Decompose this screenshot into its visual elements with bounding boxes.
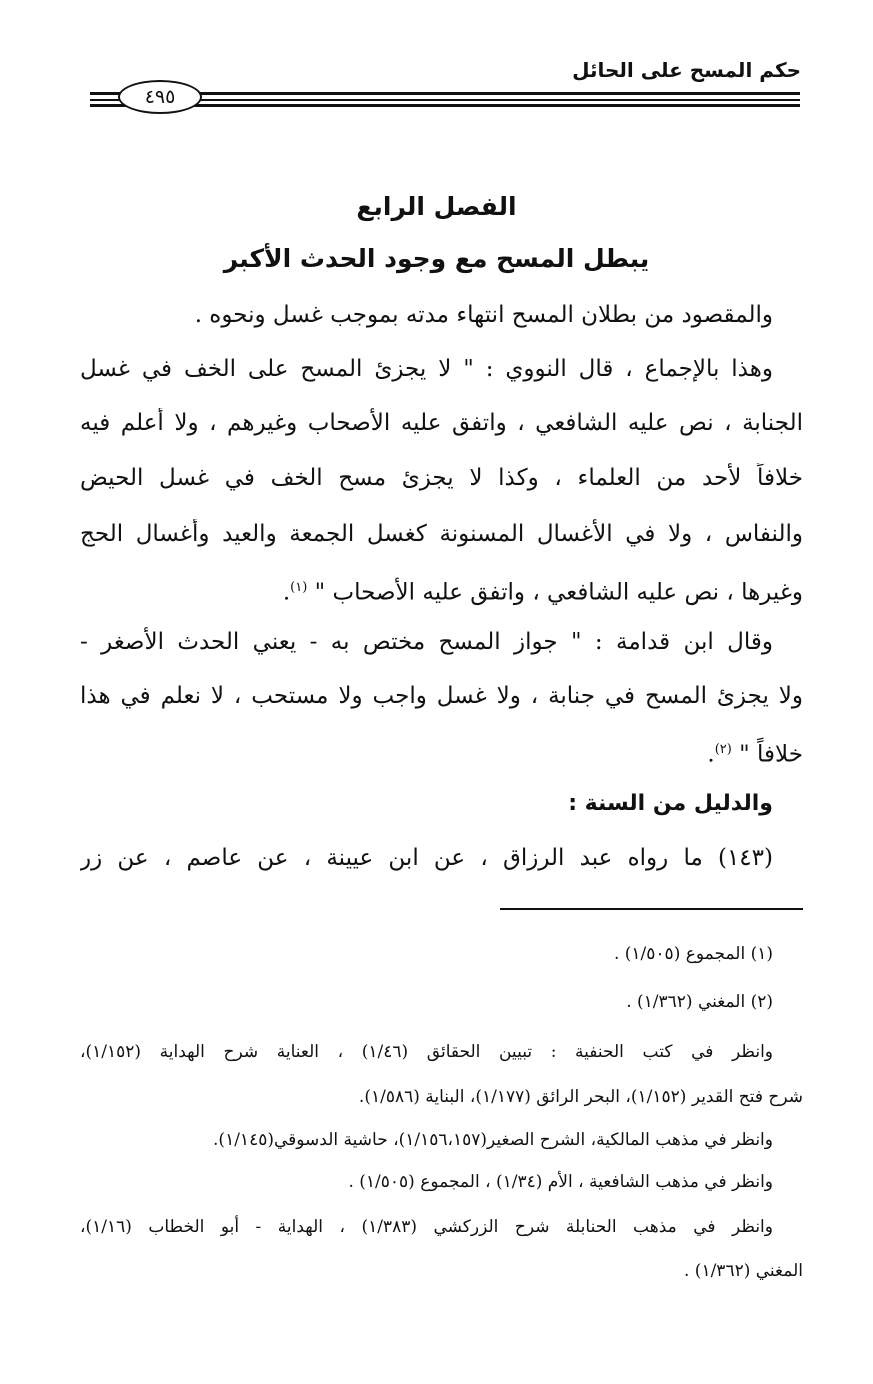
body-line: وهذا بالإجماع ، قال النووي : " لا يجزئ المسح على الخف في غسل xyxy=(80,356,773,382)
footnote: (٢) المغني (١/٣٦٢) . xyxy=(626,992,773,1012)
page-number: ٤٩٥ xyxy=(118,80,202,114)
footnote: وانظر في مذهب المالكية، الشرح الصغير(١/١٥٦،١٥٧)، حاشية الدسوقي(١/١٤٥). xyxy=(213,1130,773,1150)
body-line-text: خلافاً " xyxy=(739,741,803,768)
footnote: شرح فتح القدير (١/١٥٢)، البحر الرائق (١/١٧٧)، البناية (١/٥٨٦). xyxy=(358,1087,803,1107)
footnote-reference: (٢) xyxy=(714,742,732,757)
footnote: وانظر في كتب الحنفية : تبيين الحقائق (١/٤٦) ، العناية شرح الهداية (١/١٥٢)، xyxy=(80,1042,773,1062)
footnote-separator xyxy=(500,908,803,910)
body-line-text: وغيرها ، نص عليه الشافعي ، واتفق عليه الأصحاب " xyxy=(314,579,803,606)
chapter-title: الفصل الرابع xyxy=(356,192,517,221)
body-line: وقال ابن قدامة : " جواز المسح مختص به - يعني الحدث الأصغر - xyxy=(80,629,773,655)
body-line: ولا يجزئ المسح في جنابة ، ولا غسل واجب ولا مستحب ، لا نعلم في هذا xyxy=(80,683,803,709)
footnote-reference: (١) xyxy=(290,580,308,595)
period: . xyxy=(282,579,291,606)
body-line xyxy=(80,735,803,770)
footnote: المغني (١/٣٦٢) . xyxy=(684,1261,803,1281)
section-label: والدليل من السنة : xyxy=(568,791,773,816)
body-line: والنفاس ، ولا في الأغسال المسنونة كغسل الجمعة والعيد وأغسال الحج xyxy=(80,521,803,547)
chapter-subtitle: يبطل المسح مع وجود الحدث الأكبر xyxy=(223,244,650,273)
footnote: وانظر في مذهب الحنابلة شرح الزركشي (١/٣٨٣) ، الهداية - أبو الخطاب (١/١٦)، xyxy=(80,1217,773,1237)
footnote: وانظر في مذهب الشافعية ، الأم (١/٣٤) ، المجموع (١/٥٠٥) . xyxy=(348,1172,773,1192)
period: . xyxy=(707,741,715,768)
body-line: (١٤٣) ما رواه عبد الرزاق ، عن ابن عيينة ، عن عاصم ، عن زر xyxy=(80,845,773,871)
running-title: حكم المسح على الحائل xyxy=(572,58,801,82)
footnote: (١) المجموع (١/٥٠٥) . xyxy=(613,944,773,964)
body-line: خلافاً لأحد من العلماء ، وكذا لا يجزئ مسح الخف في غسل الحيض xyxy=(80,465,803,491)
body-line xyxy=(80,573,803,608)
body-line: الجنابة ، نص عليه الشافعي ، واتفق عليه الأصحاب وغيرهم ، ولا أعلم فيه xyxy=(80,410,803,436)
body-line: والمقصود من بطلان المسح انتهاء مدته بموجب غسل ونحوه . xyxy=(194,302,773,328)
